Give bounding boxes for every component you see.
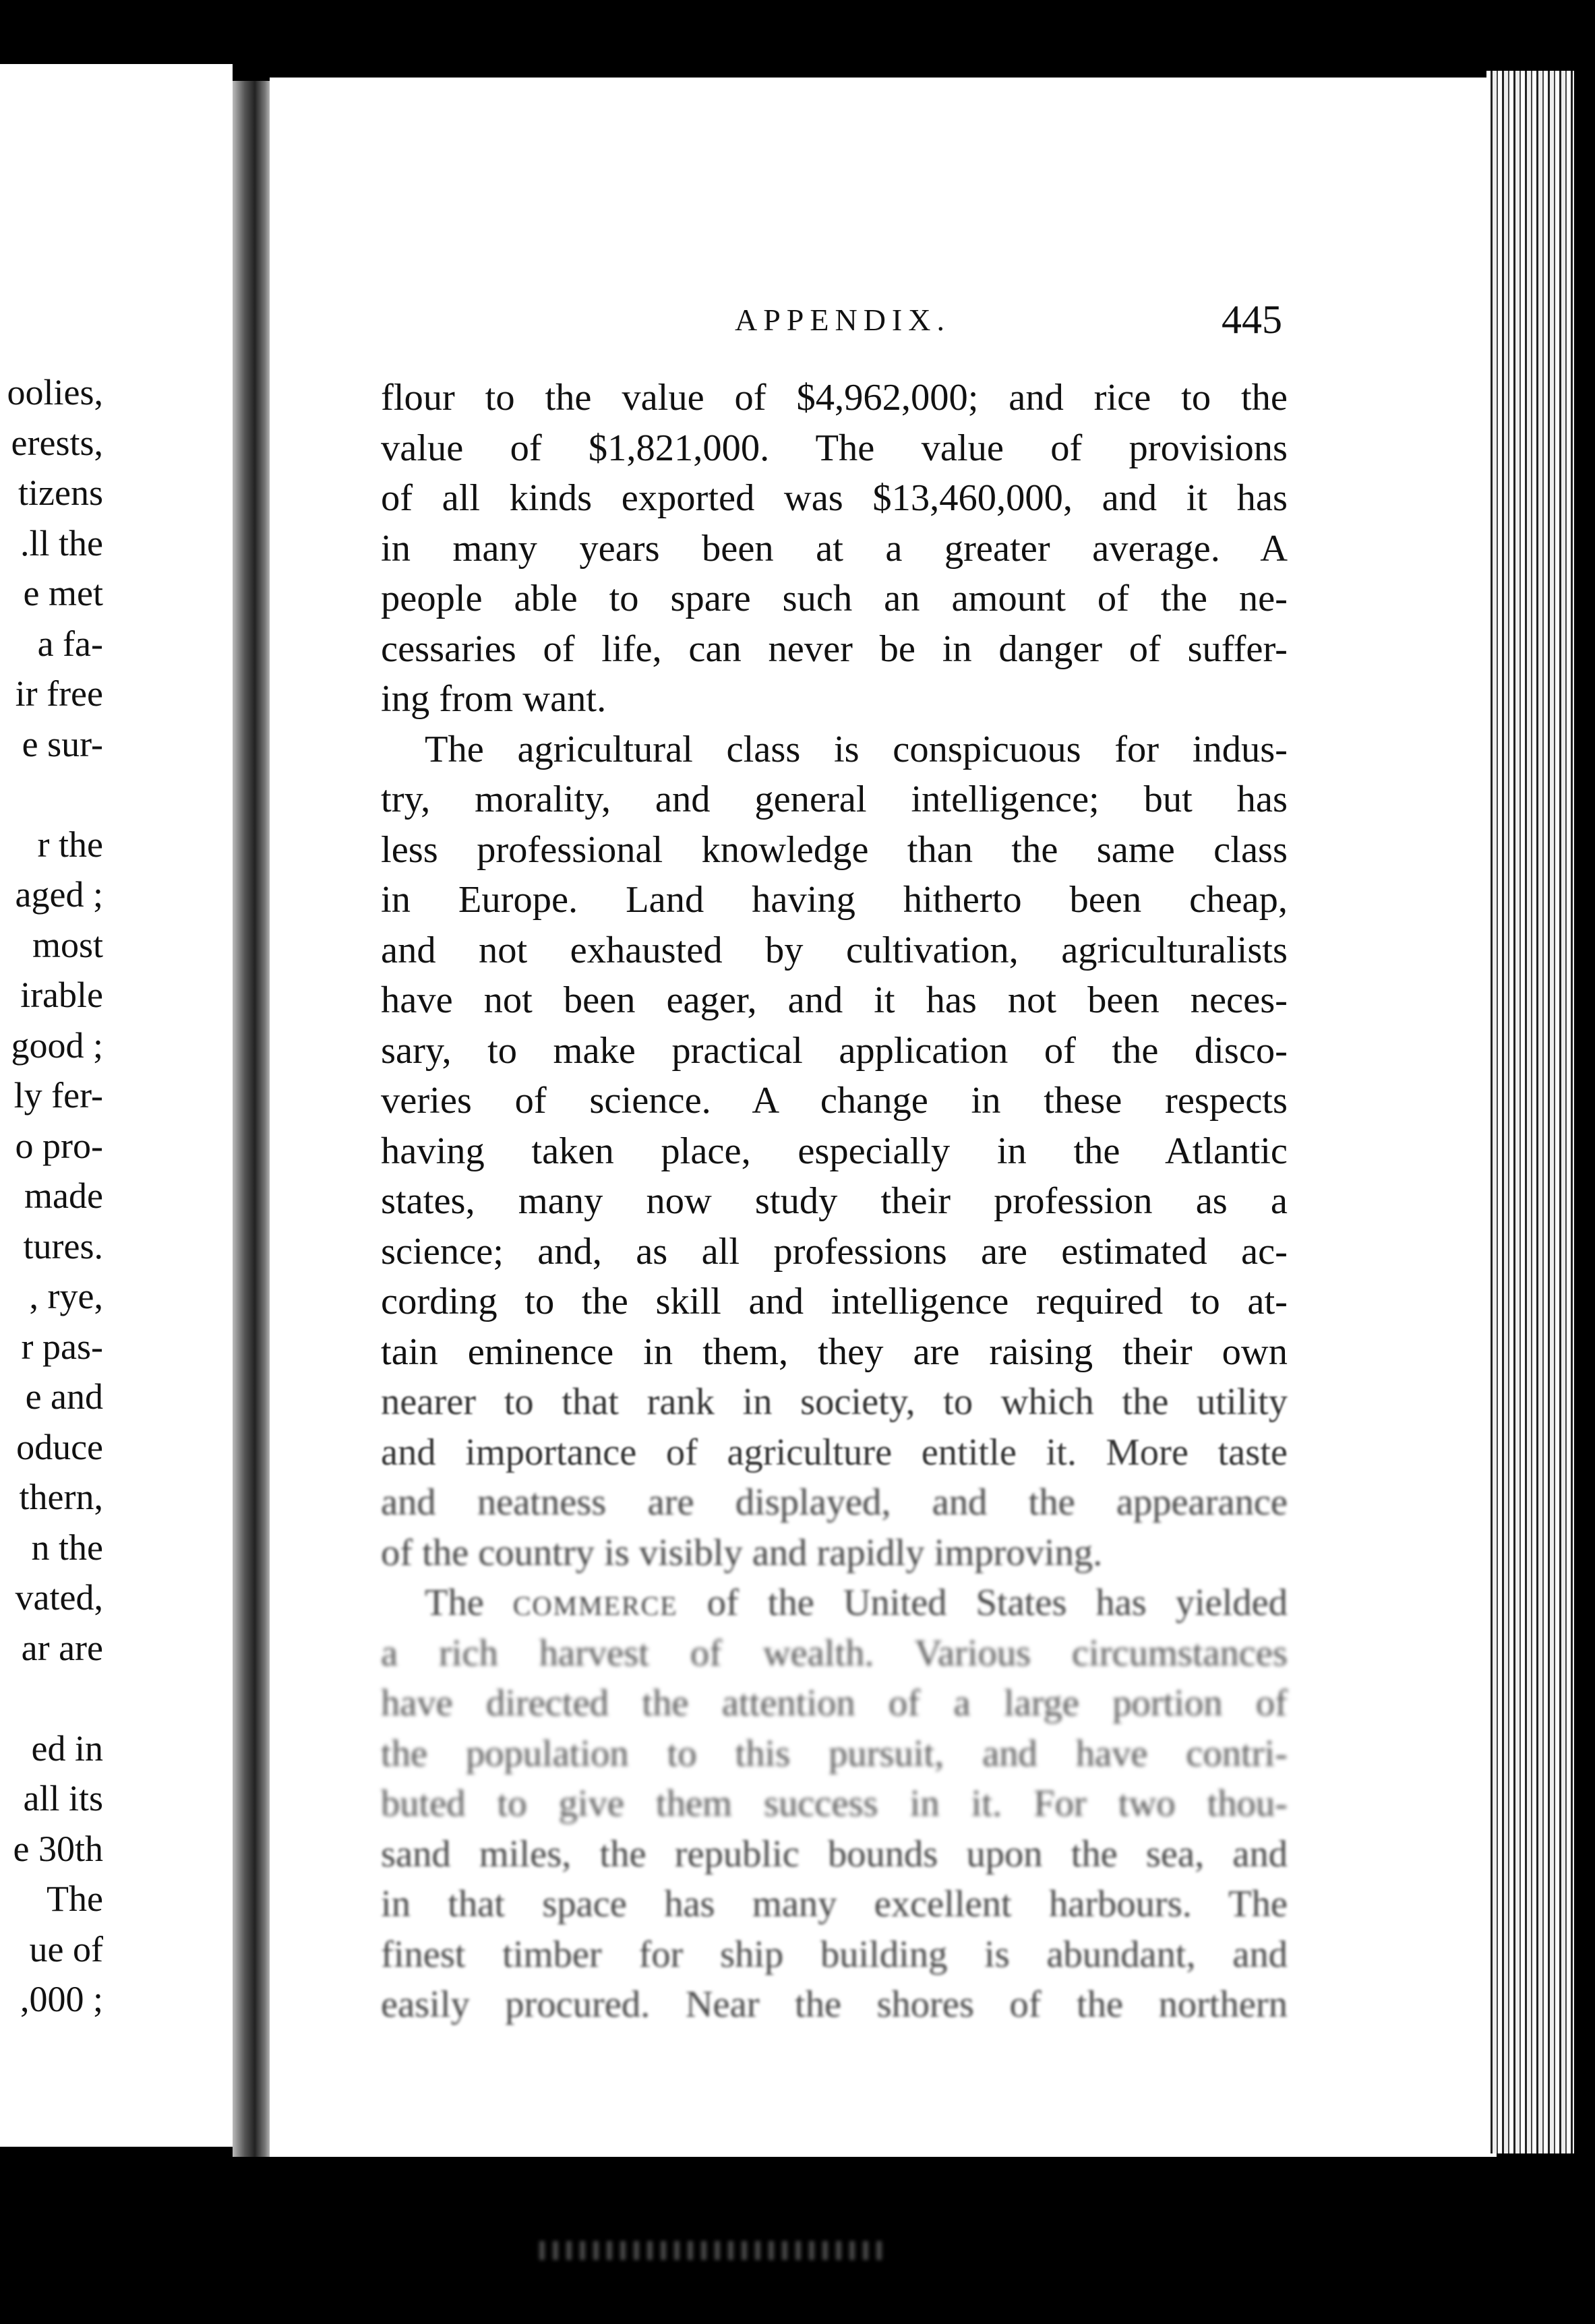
text-line: have not been eager, and it has not been neces-	[381, 979, 1288, 1021]
left-page-line: oduce	[16, 1426, 103, 1467]
left-page-line: n the	[31, 1527, 103, 1568]
line-rest: of the United States has yielded	[706, 1582, 1288, 1624]
paragraph-3	[381, 1578, 1288, 2030]
text-line: The agricultural class is conspicuous for indus-	[425, 728, 1288, 770]
page-edges	[1486, 71, 1574, 2153]
left-page-line: oolies,	[7, 372, 103, 412]
paragraph-1	[381, 373, 1288, 725]
left-page-line: tizens	[18, 472, 103, 513]
left-page-line: thern,	[19, 1477, 103, 1517]
text-line: have directed the attention of a large portion of	[381, 1682, 1288, 1724]
left-page-line: ar are	[21, 1627, 103, 1668]
left-page-line: , rye,	[29, 1276, 103, 1316]
left-page-line: all its	[23, 1778, 103, 1818]
left-page-line: e sur-	[22, 723, 103, 764]
text-line: in that space has many excellent harbours. The	[381, 1883, 1288, 1925]
left-page-line: ,000 ;	[20, 1979, 103, 2019]
text-line: states, many now study their profession as a	[381, 1180, 1288, 1222]
scan-smudge	[539, 2241, 890, 2260]
left-page-line: most	[32, 924, 103, 965]
smallcaps-term: commerce	[512, 1582, 678, 1624]
text-line: in Europe. Land having hitherto been cheap,	[381, 879, 1288, 921]
left-page-line: ly fer-	[13, 1075, 103, 1115]
text-line: and not exhausted by cultivation, agriculturalists	[381, 929, 1288, 971]
left-page-line: tures.	[23, 1225, 103, 1266]
text-line: veries of science. A change in these respects	[381, 1080, 1288, 1122]
text-line: in many years been at a greater average. A	[381, 527, 1288, 570]
text-line: the population to this pursuit, and have contri-	[381, 1732, 1288, 1775]
left-page-line: .ll the	[20, 522, 103, 563]
text-line: science; and, as all professions are estimated ac-	[381, 1230, 1288, 1273]
text-line: cessaries of life, can never be in danger of suffer-	[381, 628, 1288, 670]
left-page-line: aged ;	[15, 874, 103, 915]
text-line: a rich harvest of wealth. Various circumstances	[381, 1632, 1288, 1674]
text-line: of the country is visibly and rapidly improving.	[381, 1531, 1103, 1574]
page-number: 445	[1222, 297, 1282, 342]
left-page-line	[0, 1673, 233, 1723]
text-line: ing from want.	[381, 678, 607, 720]
left-page-line: ue of	[29, 1928, 103, 1969]
text-line: and importance of agriculture entitle it. More taste	[381, 1431, 1288, 1473]
left-page-line: erests,	[11, 422, 103, 463]
paragraph-lead: The	[425, 1582, 484, 1624]
book-gutter	[233, 81, 273, 2157]
text-line: people able to spare such an amount of the ne-	[381, 578, 1288, 619]
left-page-line	[0, 769, 233, 820]
left-page-line: a fa-	[37, 623, 103, 664]
text-line: nearer to that rank in society, to which the utility	[381, 1381, 1288, 1423]
left-page-line: ed in	[31, 1727, 103, 1769]
left-page-line: e met	[23, 573, 103, 613]
left-page-line: r pas-	[21, 1326, 103, 1367]
text-line: less professional knowledge than the same class	[381, 828, 1288, 871]
text-line: easily procured. Near the shores of the northern	[381, 1984, 1288, 2025]
left-page-line: e 30th	[13, 1828, 103, 1869]
left-page-line: ir free	[15, 673, 103, 714]
left-page-line: o pro-	[15, 1125, 103, 1166]
left-page-text	[0, 367, 233, 2025]
left-page-line: made	[24, 1175, 103, 1216]
text-line: of all kinds exported was $13,460,000, and it has	[381, 477, 1288, 519]
text-line: having taken place, especially in the Atlantic	[381, 1130, 1288, 1172]
running-head: APPENDIX.	[735, 303, 951, 337]
text-line: finest timber for ship building is abundant, and	[381, 1933, 1288, 1976]
text-line	[381, 1578, 1288, 1628]
text-line: and neatness are displayed, and the appearance	[381, 1481, 1288, 1523]
text-line: sand miles, the republic bounds upon the sea, and	[381, 1833, 1288, 1875]
page-body	[381, 373, 1288, 2030]
paragraph-2	[381, 725, 1288, 1579]
text-line: flour to the value of $4,962,000; and rice to the	[381, 377, 1288, 419]
left-page-line: The	[47, 1878, 103, 1919]
left-page-line: e and	[25, 1376, 103, 1417]
left-page-fragment	[0, 64, 233, 2147]
left-page-line: r the	[37, 824, 103, 865]
text-line: try, morality, and general intelligence; but has	[381, 778, 1288, 820]
text-line: cording to the skill and intelligence required to at-	[381, 1281, 1288, 1322]
text-line: sary, to make practical application of the disco-	[381, 1029, 1288, 1072]
text-line: buted to give them success in it. For two thou-	[381, 1783, 1288, 1825]
left-page-line: good ;	[11, 1025, 103, 1066]
left-page-line: vated,	[15, 1577, 103, 1618]
text-line: tain eminence in them, they are raising their own	[381, 1331, 1288, 1373]
text-line: value of $1,821,000. The value of provisions	[381, 427, 1288, 469]
left-page-line: irable	[20, 975, 103, 1015]
